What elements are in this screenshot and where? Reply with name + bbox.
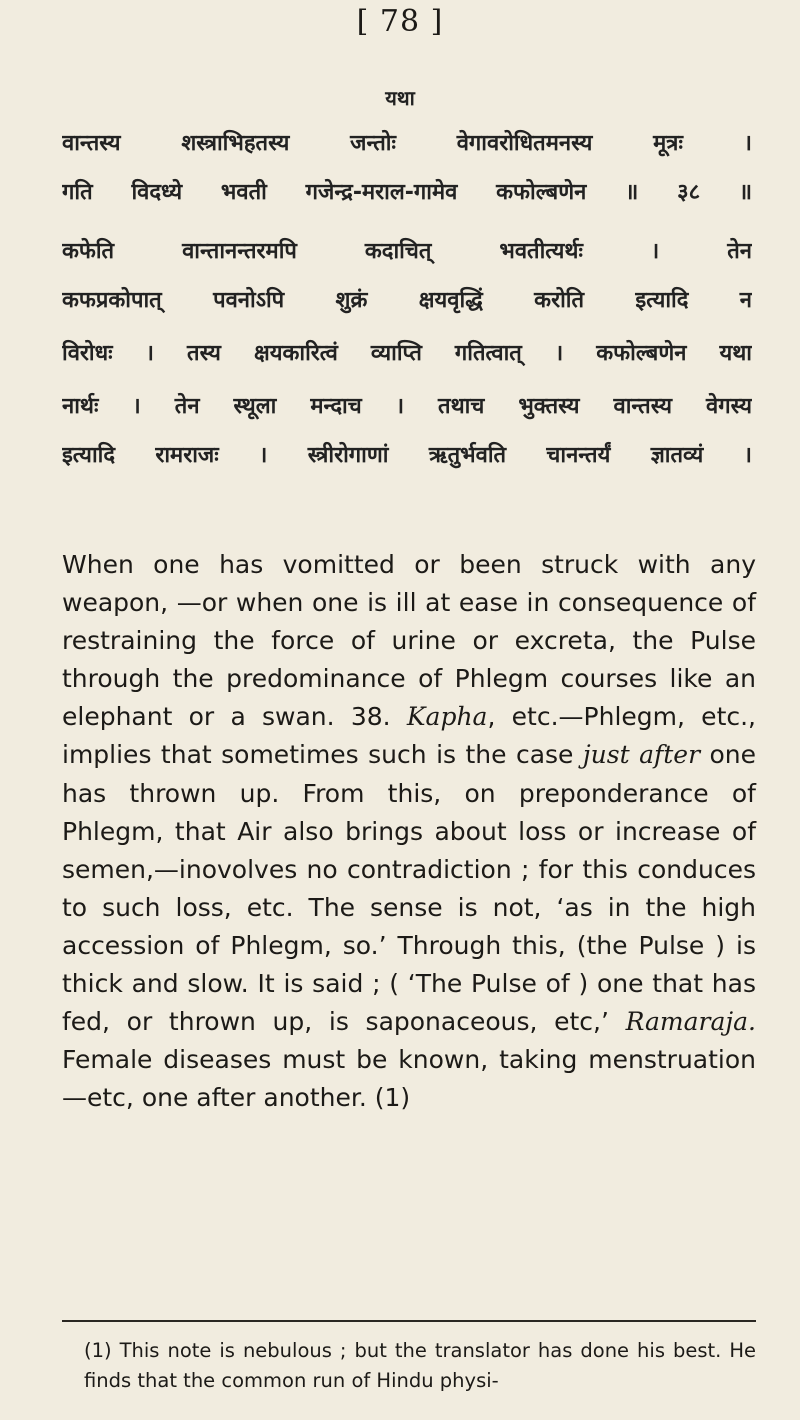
sanskrit-commentary-line-5: इत्यादि रामराजः । स्त्रीरोगाणां ऋतुर्भवति चानन्तर्यं ज्ञातव्यं । (62, 443, 752, 468)
sanskrit-commentary-line-4: नार्थः । तेन स्थूला मन्दाच । तथाच भुक्तस्य वान्तस्य वेगस्य (62, 394, 752, 419)
citation-ramaraja: Ramaraja. (625, 1007, 756, 1037)
translation-text-1: When one has vomitted or been struck with any weapon, —or when one is ill at ease in consequence of restraining the force of urine or excreta, the Pulse through the predominance of Phlegm courses like an elephant or a swan. 38. (62, 550, 756, 732)
term-kapha: Kapha (406, 702, 488, 732)
translation-text-4: Female diseases must be known, taking menstruation—etc, one after another. (1) (62, 1045, 756, 1113)
page-number: [ 78 ] (356, 4, 444, 39)
footnote-divider (62, 1320, 756, 1322)
sanskrit-verse-line-1: वान्तस्य शस्त्राभिहतस्य जन्तोः वेगावरोधितमनस्य मूत्रः । (62, 131, 752, 156)
translation-text-3: one has thrown up. From this, on preponderance of Phlegm, that Air also brings about loss or increase of semen,—inovolves no contradiction ; for this conduces to such loss, etc. The sense is not, ‘as in the high accession of Phlegm, so.’ Through this, (the Pulse ) is thick and slow. It is said ; ( ‘The Pulse of ) one that has fed, or thrown up, is saponaceous, etc,’ (62, 740, 757, 1037)
sanskrit-verse-line-2: गति विदध्ये भवती गजेन्द्र-मराल-गामेव कफोल्बणेन ॥ ३८ ॥ (62, 180, 752, 205)
phrase-just-after: just after (582, 740, 701, 770)
english-translation (62, 546, 756, 1117)
footnote-text: (1) This note is nebulous ; but the translator has done his best. He finds that the common run of Hindu physi- (84, 1339, 756, 1392)
footnote (62, 1336, 756, 1396)
translation-paragraph (62, 546, 756, 1117)
sanskrit-commentary-line-3: विरोधः । तस्य क्षयकारित्वं व्याप्ति गतित्वात् । कफोल्बणेन यथा (62, 341, 752, 366)
sanskrit-commentary-line-2: कफप्रकोपात् पवनोऽपि शुक्रं क्षयवृद्धिं करोति इत्यादि न (62, 288, 752, 313)
translation-text-2: , etc.—Phlegm, etc., implies that sometimes such is the case (62, 702, 757, 770)
sanskrit-heading: यथा (385, 86, 415, 110)
sanskrit-commentary-line-1: कफेति वान्तानन्तरमपि कदाचित् भवतीत्यर्थः । तेन (62, 239, 752, 264)
